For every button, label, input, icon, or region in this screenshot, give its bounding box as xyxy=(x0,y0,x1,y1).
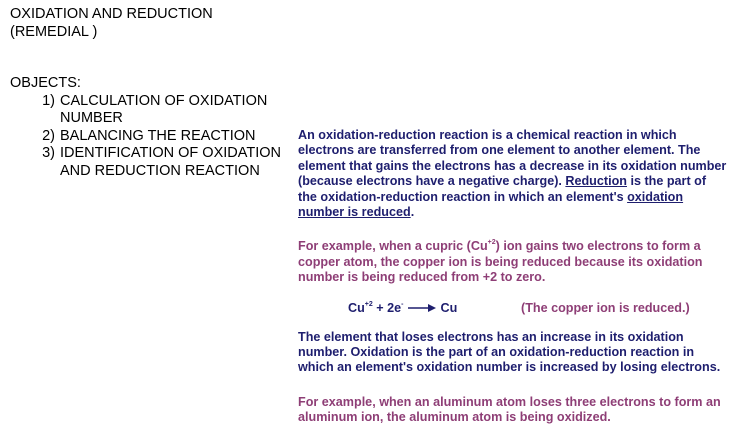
text-run: For example, when a cupric (Cu xyxy=(298,239,488,254)
right-arrow-icon xyxy=(407,304,437,312)
paragraph-aluminum-example: For example, when an aluminum atom loses three electrons to form an aluminum ion, the aluminum atom is being oxidized. xyxy=(298,394,721,425)
reactant: Cu xyxy=(348,300,365,315)
document-title-line1: OXIDATION AND REDUCTION xyxy=(10,6,213,22)
list-item xyxy=(10,128,300,146)
list-text: IDENTIFICATION OF OXIDATION AND REDUCTION REACTION xyxy=(60,145,281,179)
superscript: +2 xyxy=(487,239,496,247)
text-run: An oxidation-reduction reaction is a chemical reaction in which electrons are transferred from one element to another element. The element that gains the electrons has a decrease in its oxidation number (because electrons have a negative charge). xyxy=(298,128,727,189)
plus-electrons: + 2e xyxy=(372,300,402,315)
list-item xyxy=(10,145,300,180)
superscript: - xyxy=(401,300,404,308)
paragraph-oxidation-definition: The element that loses electrons has an increase in its oxidation number. Oxidation is the part of an oxidation-reduction reaction in which an element's oxidation number is increased by losing electrons. xyxy=(298,329,721,375)
equation-note: (The copper ion is reduced.) xyxy=(521,300,690,315)
underlined-phrase: oxidation number is reduced xyxy=(298,189,684,220)
paragraph-reduction-definition xyxy=(298,128,728,220)
document-title-line2: (REMEDIAL ) xyxy=(10,23,98,40)
text-run: . xyxy=(410,205,415,220)
list-number: 3) xyxy=(42,145,55,161)
objects-list xyxy=(10,93,300,181)
list-number: 1) xyxy=(42,92,55,109)
reduction-term: Reduction xyxy=(565,174,627,189)
copper-equation xyxy=(298,298,728,322)
list-number: 2) xyxy=(42,127,55,144)
list-text: BALANCING THE REACTION xyxy=(60,127,256,144)
list-item xyxy=(10,93,300,128)
text-run: is the part of the oxidation-reduction reaction in which an element's xyxy=(298,174,707,204)
text-run: ) ion gains two electrons to form a copper atom, the copper ion is being reduced because its oxidation number is being reduced from +2 to zero. xyxy=(298,239,703,285)
explanation-column xyxy=(298,128,728,426)
equation-formula xyxy=(348,301,457,316)
product: Cu xyxy=(440,300,458,315)
superscript: +2 xyxy=(364,300,373,308)
objects-heading: OBJECTS: xyxy=(10,75,81,91)
paragraph-copper-example xyxy=(298,239,728,285)
objectives-column xyxy=(10,6,300,180)
list-text: CALCULATION OF OXIDATION NUMBER xyxy=(60,92,268,126)
